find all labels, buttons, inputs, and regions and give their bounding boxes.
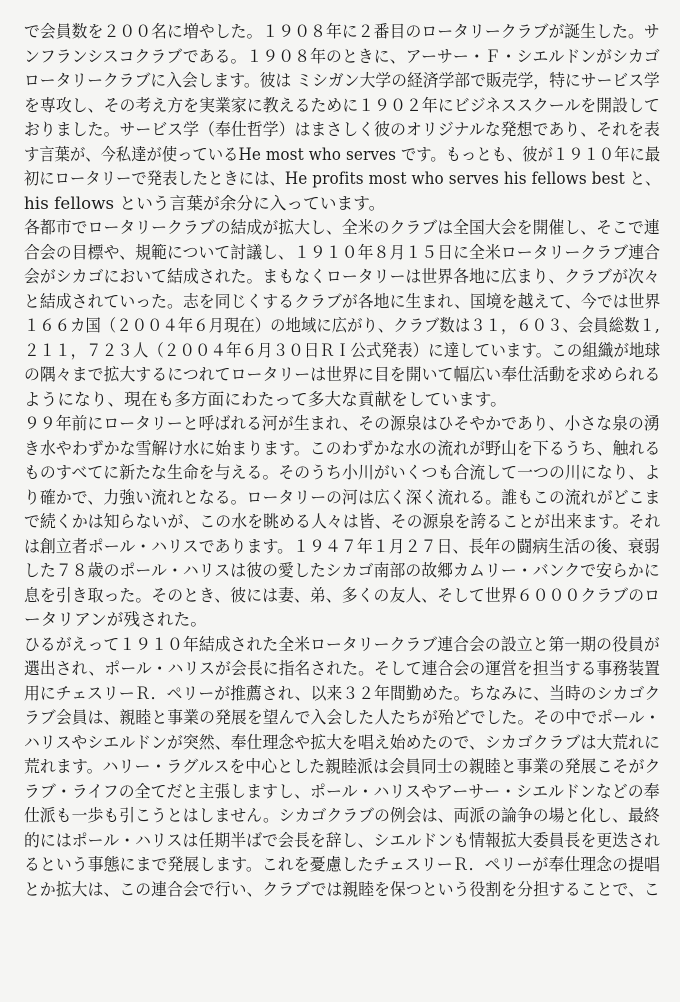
text-line: とか拡大は、この連合会で行い、クラブでは親睦を保つという役割を分担することで、こ bbox=[24, 879, 660, 899]
text-line: ロータリークラブに入会します。彼は ミシガン大学の経済学部で販売学，特にサービス学 bbox=[24, 71, 660, 90]
text-line: ラブ会員は、親睦と事業の発展を望んで入会した人たちが殆どでした。その中でポール・ bbox=[24, 708, 660, 727]
text-line: ンフランシスコクラブである。１９０８年のときに、アーサー・Ｆ・シエルドンがシカゴ bbox=[24, 46, 660, 66]
text-line: 仕派も一歩も引こうとはしません。シカゴクラブの例会は、両派の論争の場と化し、最終 bbox=[24, 806, 660, 825]
text-line: す言葉が、今私達が使っているHe most who serves です。もっとも、彼が１９１０年に最 bbox=[24, 144, 660, 164]
text-line: ようになり、現在も多方面にわたって多大な貢献をしています。 bbox=[24, 389, 507, 409]
text-line: his fellows という言葉が余分に入っています。 bbox=[24, 193, 386, 213]
text-line: ータリアンが残された。 bbox=[24, 610, 207, 629]
body-text bbox=[24, 20, 664, 902]
text-line: した７８歳のポール・ハリスは彼の愛したシカゴ南部の故郷カムリー・バンクで安らかに bbox=[24, 561, 660, 580]
paragraph-1 bbox=[24, 20, 664, 216]
text-line: ものすべてに新たな生命を与える。そのうち小川がいくつも合流して一つの川になり、よ bbox=[24, 463, 660, 482]
paragraph-4 bbox=[24, 633, 664, 903]
paragraph-2 bbox=[24, 216, 664, 412]
text-line: 各都市でロータリークラブの結成が拡大し、全米のクラブは全国大会を開催し、そこで連 bbox=[24, 218, 660, 237]
text-line: ９９年前にロータリーと呼ばれる河が生まれ、その源泉はひそやかであり、小さな泉の湧 bbox=[24, 414, 660, 433]
text-line: 初にロータリーで発表したときには、He profits most who serves his fellows best と、 bbox=[24, 169, 661, 188]
text-line: ひるがえって１９１０年結成された全米ロータリークラブ連合会の設立と第一期の役員が bbox=[24, 634, 660, 654]
text-line: るという事態にまで発展します。これを憂慮したチェスリーＲ．ペリーが奉仕理念の提唱 bbox=[24, 855, 660, 874]
text-line: の隅々まで拡大するにつれてロータリーは世界に目を開いて幅広い奉仕活動を求められる bbox=[24, 365, 660, 384]
text-line: 的にはポール・ハリスは任期半ばで会長を辞し、シエルドンも情報拡大委員長を更迭され bbox=[24, 830, 660, 850]
text-line: 荒れます。ハリー・ラグルスを中心とした親睦派は会員同士の親睦と事業の発展こそがク bbox=[24, 757, 661, 776]
text-line: 合会の目標や、規範について討議し、１９１０年８月１５日に全米ロータリークラブ連合 bbox=[24, 242, 660, 262]
text-line: 用にチェスリーＲ．ペリーが推薦され、以来３２年間勤めた。ちなみに、当時のシカゴク bbox=[24, 683, 661, 703]
text-line: で続くかは知らないが、この水を眺める人々は皆、その源泉を誇ることが出来ます。それ bbox=[24, 512, 661, 531]
text-line: を専攻し、その考え方を実業家に教えるために１９０２年にビジネススクールを開設して bbox=[24, 95, 660, 115]
text-line: で会員数を２００名に増やした。１９０８年に２番目のロータリークラブが誕生した。サ bbox=[24, 22, 660, 41]
text-line: １６６カ国（２００４年６月現在）の地域に広がり、クラブ数は３１，６０３、会員総数１, bbox=[24, 316, 660, 335]
text-line: 会がシカゴにおいて結成された。まもなくロータリーは世界各地に広まり、クラブが次々 bbox=[24, 267, 660, 286]
text-line: ２１１，７２３人（２００４年６月３０日ＲＩ公式発表）に達しています。この組織が地球 bbox=[24, 340, 661, 360]
text-line: は創立者ポール・ハリスであります。１９４７年１月２７日、長年の闘病生活の後、衰弱 bbox=[24, 536, 660, 556]
text-line: き水やわずかな雪解け水に始まります。このわずかな水の流れが野山を下るうち、触れる bbox=[24, 438, 661, 458]
text-line: おりました。サービス学（奉仕哲学）はまさしく彼のオリジナルな発想であり、それを表 bbox=[24, 120, 660, 139]
paragraph-3 bbox=[24, 412, 664, 633]
text-line: ハリスやシエルドンが突然、奉仕理念や拡大を唱え始めたので、シカゴクラブは大荒れに bbox=[24, 732, 660, 752]
text-line: ラブ・ライフの全てだと主張しますし、ポール・ハリスやアーサー・シエルドンなどの奉 bbox=[24, 781, 660, 801]
text-line: 息を引き取った。そのとき、彼には妻、弟、多くの友人、そして世界６０００クラブのロ bbox=[24, 585, 660, 605]
text-line: 選出され、ポール・ハリスが会長に指名された。そして連合会の運営を担当する事務装置 bbox=[24, 659, 661, 678]
text-line: と結成されていった。志を同じくするクラブが各地に生まれ、国境を越えて、今では世界 bbox=[24, 291, 661, 311]
text-line: り確かで、力強い流れとなる。ロータリーの河は広く深く流れる。誰もこの流れがどこま bbox=[24, 487, 660, 507]
